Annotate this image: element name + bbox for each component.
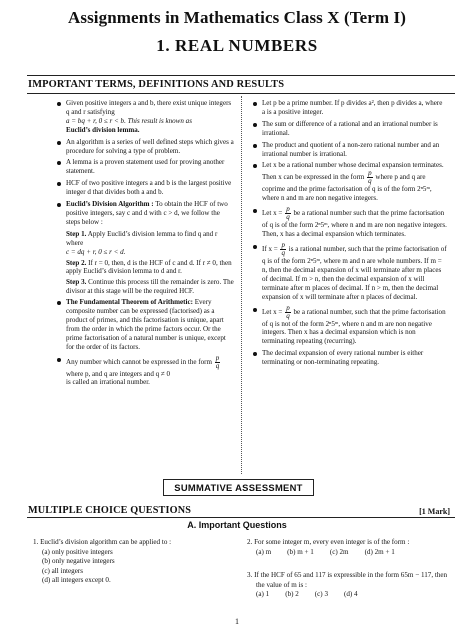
option: (d) 2m + 1 bbox=[364, 547, 395, 556]
option: (b) 2 bbox=[285, 590, 299, 599]
list-item: If x = $\frac{p}{q}$ is a rational number, such that the prime factorisation of q is of the form 2ⁿ5ᵐ, where m and n are whole numbers. If m = n, then the decimal expansion of x will terminate after m places of decimal. If m > n, then the decimal expansion of x will terminate after m places of decimal. If n > m, then the decimal expansion of x will terminate after n places of decimal. bbox=[251, 242, 447, 302]
fraction: $\frac{p}{q}$ bbox=[281, 240, 285, 257]
question-2 bbox=[247, 538, 452, 557]
list-item: A lemma is a proven statement used for proving another statement. bbox=[55, 158, 235, 176]
list-item: Euclid’s Division Algorithm : To obtain the HCF of two positive integers, say c and d with c > d, we follow the steps below : bbox=[55, 200, 235, 227]
algorithm-step: Step 2. If r = 0, then, d is the HCF of c and d. If r ≠ 0, then apply Euclid’s division lemma to d and r. bbox=[66, 258, 232, 276]
question-3 bbox=[247, 571, 452, 600]
list-item: Let p be a prime number. If p divides a², then p divides a, where a is a positive integer. bbox=[251, 99, 447, 117]
algorithm-step: Step 3. Continue this process till the remainder is zero. The divisor at this stage will be the required HCF. bbox=[66, 278, 234, 296]
right-column bbox=[251, 99, 447, 370]
fraction: $\frac{p}{q}$ bbox=[286, 205, 290, 222]
list-item: The Fundamental Theorem of Arithmetic: Every composite number can be expressed (factorised) as a product of primes, and this factorisation is unique, apart from the order in which the prime factors occur. Or the prime factorisation of a natural number is unique, except for the order of its factors. bbox=[55, 298, 235, 351]
divider bbox=[27, 93, 455, 94]
left-column bbox=[55, 99, 235, 390]
option: (d) all integers except 0. bbox=[42, 576, 111, 585]
list-item: The sum or difference of a rational and an irrational number is irrational. bbox=[251, 120, 447, 138]
option: (a) only positive integers bbox=[42, 547, 113, 556]
option: (a) m bbox=[256, 547, 272, 556]
list-item: Let x be a rational number whose decimal expansion terminates. Then x can be expressed in the form $\frac{p}{q}$ where p and q are coprime and the prime factorisation of q is of the form 2ⁿ5ᵐ, where n and m are non negative integers. bbox=[251, 161, 447, 203]
divider bbox=[27, 517, 455, 518]
question-stem: 3. If the HCF of 65 and 117 is expressible in the form 65m − 117, then the value of m is : bbox=[247, 571, 448, 589]
option: (c) 2m bbox=[329, 547, 349, 556]
list-item: Any number which cannot be expressed in the form $\frac{p}{q}$ where p, and q are integers and q ≠ 0 is called an irrational number. bbox=[55, 355, 235, 388]
chapter-title: 1. REAL NUMBERS bbox=[156, 36, 318, 55]
option: (c) 3 bbox=[314, 590, 328, 599]
subsection-heading: A. Important Questions bbox=[187, 520, 287, 530]
question-options bbox=[247, 548, 452, 558]
question-stem: 1. Euclid’s division algorithm can be applied to : bbox=[33, 538, 172, 546]
divider bbox=[27, 75, 455, 76]
option: (d) 4 bbox=[344, 590, 358, 599]
marks-label: [1 Mark] bbox=[419, 507, 450, 516]
fraction: $\frac{p}{q}$ bbox=[368, 169, 372, 186]
fraction: $\frac{p}{q}$ bbox=[215, 353, 220, 370]
column-divider bbox=[241, 96, 242, 474]
list-item: Given positive integers a and b, there exist unique integers q and r satisfying a = bq + r, 0 ≤ r < b. This result is known as Euclid’s division lemma. bbox=[55, 99, 235, 135]
section-heading: IMPORTANT TERMS, DEFINITIONS AND RESULTS bbox=[28, 79, 285, 90]
algorithm-step: Step 1. Apply Euclid’s division lemma to find q and r where c = dq + r, 0 ≤ r < d. bbox=[66, 229, 218, 256]
list-item: An algorithm is a series of well defined steps which gives a procedure for solving a type of problem. bbox=[55, 138, 235, 156]
list-item: The decimal expansion of every rational number is either terminating or non-terminating repeating. bbox=[251, 349, 447, 367]
question-options bbox=[247, 590, 452, 600]
book-title: Assignments in Mathematics Class X (Term I) bbox=[68, 8, 406, 27]
summative-assessment-box: SUMMATIVE ASSESSMENT bbox=[163, 479, 314, 496]
list-item: The product and quotient of a non-zero rational number and an irrational number is irrational. bbox=[251, 141, 447, 159]
fraction: $\frac{p}{q}$ bbox=[286, 303, 290, 320]
list-item: Let x = $\frac{p}{q}$ be a rational number such that the prime factorisation of q is of the form 2ⁿ5ᵐ, where n and m are non negative integers. Then, x has a decimal expansion which terminates. bbox=[251, 206, 447, 239]
mcq-heading: MULTIPLE CHOICE QUESTIONS bbox=[28, 505, 192, 516]
question-1 bbox=[33, 538, 233, 586]
option: (b) m + 1 bbox=[287, 547, 314, 556]
page-number: 1 bbox=[235, 617, 239, 626]
option: (b) only negative integers bbox=[42, 557, 115, 566]
option: (a) 1 bbox=[256, 590, 270, 599]
option: (c) all integers bbox=[42, 566, 83, 575]
question-stem: 2. For some integer m, every even integer is of the form : bbox=[247, 538, 410, 546]
list-item: Let x = $\frac{p}{q}$ be a rational number, such that the prime factorisation of q is not of the form 2ⁿ5ᵐ, where n and m are non negative integers. Then x has a decimal expansion which is non terminating repeating (recurring). bbox=[251, 305, 447, 347]
list-item: HCF of two positive integers a and b is the largest positive integer d that divides both a and b. bbox=[55, 179, 235, 197]
question-options bbox=[33, 548, 233, 586]
